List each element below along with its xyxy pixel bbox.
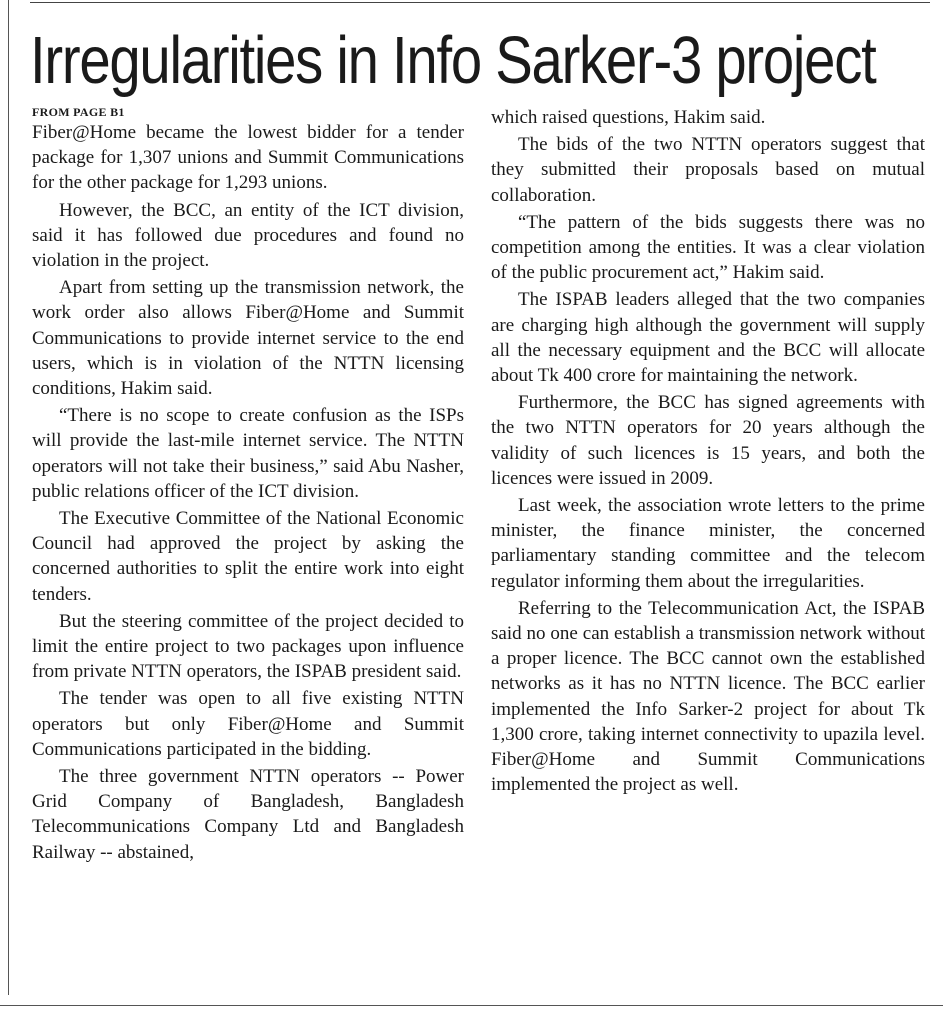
paragraph: The ISPAB leaders alleged that the two companies are charging high although the government will supply all the necessary equipment and the BCC will allocate about Tk 400 crore for maintaining the network. (491, 289, 925, 387)
paragraph: “The pattern of the bids suggests there was no competition among the entities. It was a clear violation of the public procurement act,” Hakim said. (491, 211, 925, 284)
top-rule (30, 2, 930, 3)
paragraph: Fiber@Home became the lowest bidder for a tender package for 1,307 unions and Summit Communications for the other package for 1,293 unions. (32, 122, 464, 194)
paragraph: The Executive Committee of the National Economic Council had approved the project by asking the concerned authorities to split the entire work into eight tenders. (32, 508, 464, 605)
paragraph: which raised questions, Hakim said. (491, 107, 766, 128)
article-column-right (491, 105, 925, 799)
paragraph: Furthermore, the BCC has signed agreements with the two NTTN operators for 20 years although the validity of such licences is 15 years, and both the licences were issued in 2009. (491, 392, 925, 489)
paragraph: Apart from setting up the transmission network, the work order also allows Fiber@Home and Summit Communications to provide internet service to the end users, which is in violation of the NTTN licensing conditions, Hakim said. (32, 277, 464, 400)
left-column-rule (8, 0, 9, 995)
paragraph: But the steering committee of the project decided to limit the entire project to two packages upon influence from private NTTN operators, the ISPAB president said. (32, 610, 464, 683)
paragraph: “There is no scope to create confusion as the ISPs will provide the last-mile internet service. The NTTN operators will not take their business,” said Abu Nasher, public relations officer of the ICT division. (32, 405, 464, 502)
paragraph: The three government NTTN operators -- Power Grid Company of Bangladesh, Bangladesh Telecommunications Company Ltd and Bangladesh Railway -- abstained, (32, 766, 464, 863)
article-column-left (32, 105, 464, 867)
paragraph: However, the BCC, an entity of the ICT division, said it has followed due procedures and found no violation in the project. (32, 199, 464, 272)
paragraph: The tender was open to all five existing NTTN operators but only Fiber@Home and Summit Communications participated in the bidding. (32, 688, 464, 760)
headline: Irregularities in Info Sarker-3 project (30, 23, 876, 98)
paragraph: Referring to the Telecommunication Act, the ISPAB said no one can establish a transmission network without a proper licence. The BCC cannot own the established networks as it has no NTTN licence. The BCC earlier implemented the Info Sarker-2 project for about Tk 1,300 crore, taking internet connectivity to upazila level. Fiber@Home and Summit Communications implemented the project as well. (491, 597, 925, 796)
paragraph: The bids of the two NTTN operators suggest that they submitted their proposals based on mutual collaboration. (491, 134, 925, 206)
paragraph: Last week, the association wrote letters to the prime minister, the finance minister, the concerned parliamentary standing committee and the telecom regulator informing them about the irregularities. (491, 495, 925, 592)
bottom-rule (0, 1005, 943, 1006)
from-page-label: FROM PAGE B1 (32, 105, 125, 119)
